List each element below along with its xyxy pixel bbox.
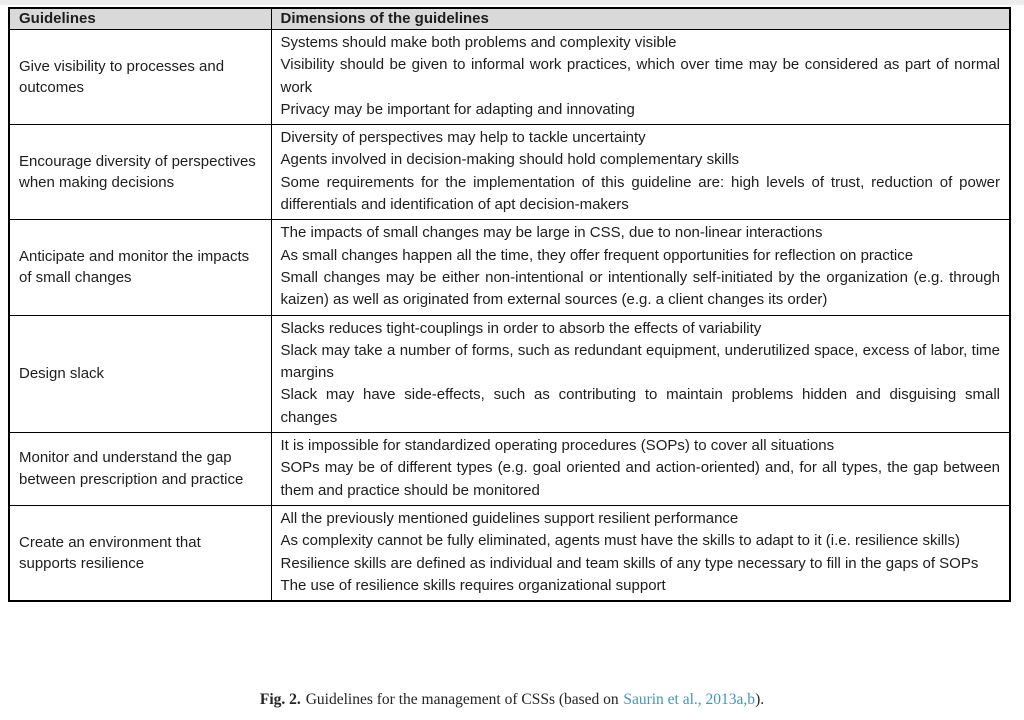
dimension-text: Some requirements for the implementation of this guideline are: high levels of trust, reduction of power differentials and identification of apt decision-makers	[280, 173, 1000, 214]
guideline-cell: Design slack	[9, 315, 271, 432]
guideline-cell: Anticipate and monitor the impacts of small changes	[9, 220, 271, 315]
dimension-text: It is impossible for standardized operating procedures (SOPs) to cover all situations	[280, 437, 835, 455]
table-row	[9, 315, 1010, 432]
guidelines-table	[8, 7, 1011, 602]
header-row	[9, 8, 1010, 30]
guideline-cell: Monitor and understand the gap between prescription and practice	[9, 433, 271, 506]
dimension-text: Privacy may be important for adapting and innovating	[280, 100, 635, 118]
dimensions-cell	[271, 30, 1010, 125]
dimension-text: The use of resilience skills requires organizational support	[280, 576, 666, 594]
table-row	[9, 30, 1010, 125]
table-body	[9, 30, 1010, 602]
dimensions-cell	[271, 125, 1010, 220]
dimension-text: All the previously mentioned guidelines support resilient performance	[280, 509, 739, 527]
dimension-text: As complexity cannot be fully eliminated, agents must have the skills to adapt to it (i.e. resilience skills)	[280, 532, 960, 550]
figure-caption	[0, 691, 1024, 709]
table-row	[9, 220, 1010, 315]
figure-caption-label: Fig. 2.	[259, 691, 301, 708]
dimensions-cell	[271, 505, 1010, 601]
dimension-text: SOPs may be of different types (e.g. goal oriented and action-oriented) and, for all types, the gap between them and practice should be monitored	[280, 459, 1000, 499]
header-dimensions: Dimensions of the guidelines	[271, 8, 1010, 30]
figure-caption-suffix: ).	[755, 691, 765, 708]
guideline-cell: Create an environment that supports resilience	[9, 505, 271, 601]
table-row	[9, 433, 1010, 506]
dimension-text: Slack may take a number of forms, such as redundant equipment, underutilized space, excess of labor, time margins	[280, 341, 1000, 382]
dimensions-cell	[271, 433, 1010, 506]
dimension-text: Resilience skills are defined as individual and team skills of any type necessary to fill in the gaps of SOPs	[280, 554, 979, 572]
dimensions-cell	[271, 315, 1010, 432]
dimension-text: Diversity of perspectives may help to tackle uncertainty	[280, 129, 646, 147]
table-row	[9, 505, 1010, 601]
guideline-cell: Encourage diversity of perspectives when making decisions	[9, 125, 271, 220]
dimension-text: Slack may have side-effects, such as contributing to maintain problems hidden and disguising small changes	[280, 386, 1000, 426]
dimension-text: Systems should make both problems and complexity visible	[280, 34, 677, 51]
top-edge-artifact	[0, 0, 1024, 5]
figure-caption-text: Guidelines for the management of CSSs (based on	[305, 691, 619, 708]
dimension-text: Agents involved in decision-making should hold complementary skills	[280, 151, 740, 169]
guideline-cell: Give visibility to processes and outcomes	[9, 30, 271, 125]
dimension-text: Small changes may be either non-intentional or intentionally self-initiated by the organization (e.g. through kaizen) as well as originated from external sources (e.g. a client changes its order)	[280, 268, 1000, 309]
citation-link[interactable]: Saurin et al., 2013a,b	[623, 691, 756, 708]
table-row	[9, 125, 1010, 220]
header-guidelines: Guidelines	[9, 8, 271, 30]
dimension-text: Slacks reduces tight-couplings in order to absorb the effects of variability	[280, 319, 762, 337]
dimensions-cell	[271, 220, 1010, 315]
table-header	[9, 8, 1010, 30]
dimension-text: Visibility should be given to informal work practices, which over time may be considered as part of normal work	[280, 56, 1000, 96]
dimension-text: The impacts of small changes may be large in CSS, due to non-linear interactions	[280, 224, 823, 242]
dimension-text: As small changes happen all the time, they offer frequent opportunities for reflection on practice	[280, 246, 914, 264]
